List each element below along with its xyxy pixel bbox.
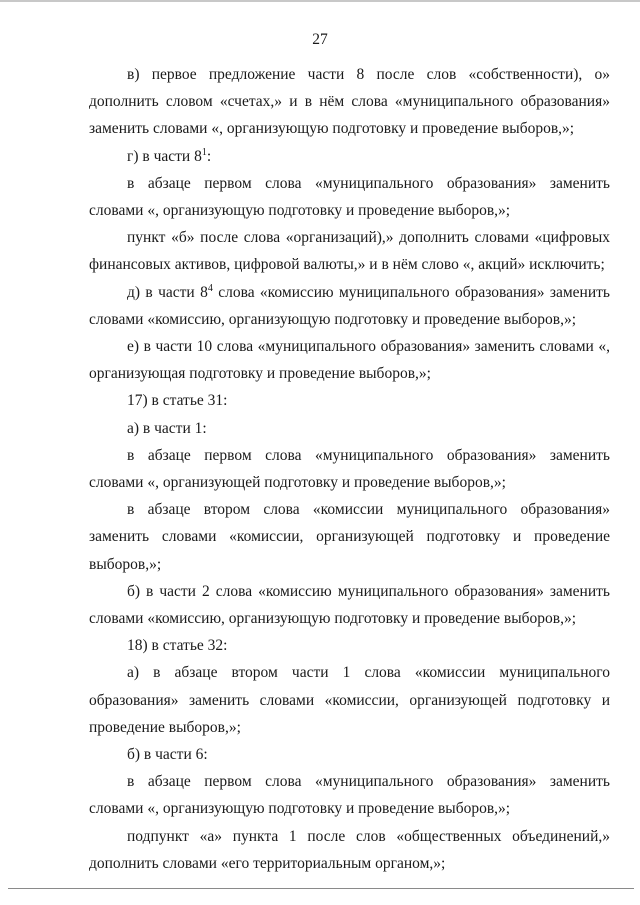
paragraph xyxy=(89,442,610,496)
paragraph xyxy=(89,415,610,442)
paragraph-text: а) в части 1: xyxy=(127,419,207,437)
superscript-index: 1 xyxy=(201,146,207,158)
paragraph xyxy=(89,496,610,578)
paragraph xyxy=(89,632,610,659)
scan-bottom-line xyxy=(8,888,634,889)
paragraph-text: в абзаце втором слова «комиссии муниципального образования» заменить словами «комиссии, организующей подготовку и проведение выборов,»; xyxy=(89,501,610,573)
paragraph xyxy=(89,768,610,822)
paragraph xyxy=(89,143,610,170)
paragraph xyxy=(89,823,610,877)
paragraph-text: а) в абзаце втором части 1 слова «комиссии муниципального образования» заменить словами «комиссии, организующей подготовку и проведение выборов,»; xyxy=(89,664,610,736)
paragraph-text-continued: слова «комиссию муниципального образования» заменить словами «комиссию, организующую подготовку и проведение выборов,»; xyxy=(89,283,610,328)
paragraph-text: 17) в статье 31: xyxy=(127,392,228,410)
paragraph-text: 18) в статье 32: xyxy=(127,637,228,655)
paragraph xyxy=(89,224,610,278)
paragraph xyxy=(89,741,610,768)
paragraph-text: в) первое предложение части 8 после слов «собственности), о» дополнить словом «счетах,» и в нём слова «муниципального образования» заменить словами «, организующую подготовку и проведение выборов,»; xyxy=(89,66,610,138)
paragraph xyxy=(89,659,610,741)
paragraph xyxy=(89,387,610,414)
paragraph-text: г) в части 8 xyxy=(127,147,202,165)
paragraph xyxy=(89,61,610,143)
page-number: 27 xyxy=(312,31,328,48)
paragraph-text: е) в части 10 слова «муниципального образования» заменить словами «, организующая подготовку и проведение выборов,»; xyxy=(89,338,610,383)
superscript-index: 4 xyxy=(207,282,213,294)
paragraph-text-continued: : xyxy=(206,147,212,165)
paragraph-text: б) в части 6: xyxy=(127,746,208,764)
paragraph-text: подпункт «а» пункта 1 после слов «общественных объединений,» дополнить словами «его территориальным органом,»; xyxy=(89,827,610,872)
paragraph-text: в абзаце первом слова «муниципального образования» заменить словами «, организующую подготовку и проведение выборов,»; xyxy=(89,174,610,220)
paragraph-text: в абзаце первом слова «муниципального образования» заменить словами «, организующую подготовку и проведение выборов,»; xyxy=(89,773,610,818)
paragraph xyxy=(89,279,610,333)
paragraph-text: в абзаце первом слова «муниципального образования» заменить словами «, организующей подготовку и проведение выборов,»; xyxy=(89,446,610,492)
paragraph-text: пункт «б» после слова «организаций),» дополнить словами «цифровых финансовых активов, цифровой валюты,» и в нём слово «, акций» исключить; xyxy=(89,229,610,274)
document-body xyxy=(89,61,610,877)
paragraph xyxy=(89,333,610,387)
paragraph xyxy=(89,578,610,632)
paragraph xyxy=(89,170,610,224)
paragraph-text: д) в части 8 xyxy=(127,283,208,301)
scan-top-edge xyxy=(0,0,640,2)
paragraph-text: б) в части 2 слова «комиссию муниципального образования» заменить словами «комиссию, организующую подготовку и проведение выборов,»; xyxy=(89,582,610,628)
